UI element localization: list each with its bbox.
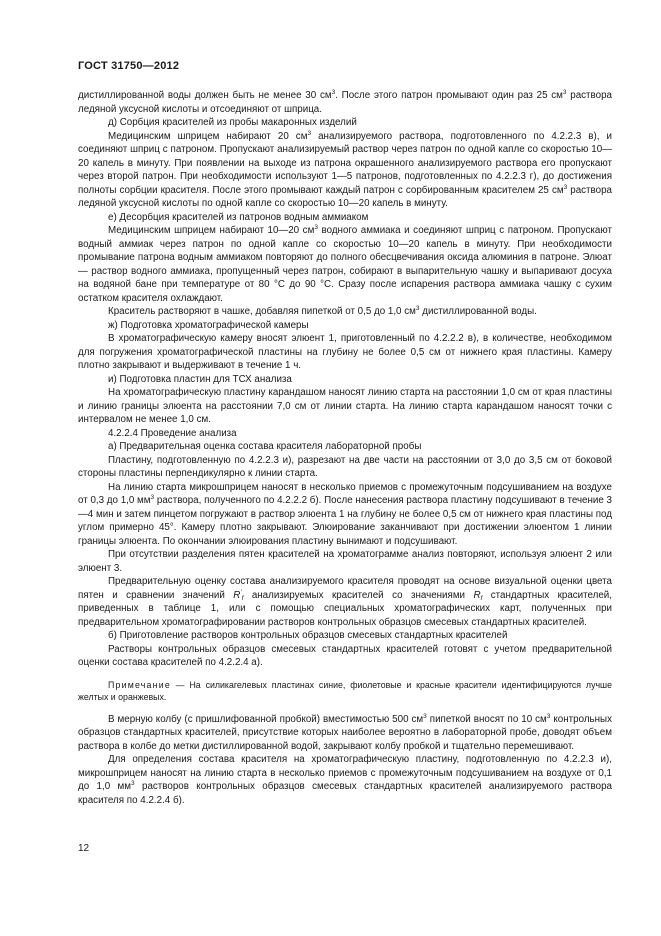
- subsection-heading: д) Сорбция красителей из пробы макаронных изделий: [108, 117, 357, 128]
- paragraph: Предварительную оценку состава анализируемого красителя проводят на основе визуальной оценки цвета пятен и сравнении значений $R'_f$ анализируемых красителей со значениями $R_f$ стандартных красителей, приведенных в таблице 1, или с помощью специальных хроматографических карт, полученных при предварительном хроматографировании растворов контрольных образцов смесевых стандартных красителей.: [78, 576, 612, 628]
- paragraph: дистиллированной воды должен быть не менее 30 $см^3$. После этого патрон промывают один раз 25 $см^3$ раствора ледяной уксусной кислоты и отсоединяют от шприца.: [78, 89, 612, 115]
- page-number: 12: [78, 843, 90, 854]
- subsection-heading: и) Подготовка пластин для ТСХ анализа: [108, 373, 292, 385]
- section-heading: 4.2.2.4 Проведение анализа: [108, 427, 237, 439]
- paragraph: Для определения состава красителя на хроматографическую пластину, подготовленную по 4.2.2.3 и), микрошприцем наносят на линию старта в несколько приемов с промежуточным подсушиванием на воздухе от 0,1 до 1,0 $мм^3$ растворов контрольных образцов смесевых стандартных красителей анализируемого раствора красителя по 4.2.2.4 б).: [78, 754, 612, 806]
- paragraph: Растворы контрольных образцов смесевых стандартных красителей готовят с учетом предварительной оценки состава красителей по 4.2.2.4 а).: [78, 643, 612, 668]
- subsection-heading: ж) Подготовка хроматографической камеры: [108, 319, 309, 331]
- subsection-heading: а) Предварительная оценка состава красителя лабораторной пробы: [108, 441, 422, 452]
- note-label: Примечание: [108, 679, 171, 690]
- document-header: ГОСТ 31750—2012: [78, 60, 180, 72]
- paragraph: Медицинским шприцем набирают 10—20 $см^3$ водного аммиака и соединяют шприц с патроном. Пропускают водный аммиак через патрон по одной капле со скоростью 10—20 капель в минуту. При необходимости промывание патрона водным аммиаком повторяют до полного обесцвечивания оксида алюминия в патроне. Элюат — раствор водного аммиака, пропущенный через патрон, собирают в выпарительную чашку и выпаривают досуха на водяной бане при температуре от 80 °С до 90 °С. Сразу после испарения раствора аммиака чашку с сухим остатком красителя охлаждают.: [78, 224, 613, 304]
- paragraph: Медицинским шприцем набирают 20 $см^3$ анализируемого раствора, подготовленного по 4.2.2.3 в), и соединяют шприц с патроном. Пропускают анализируемый раствор через патрон по одной капле со скоростью 10—20 капель в минуту. При появлении на выходе из патрона окрашенного анализируемого раствора его пропускают через второй патрон. При необходимости используют 1—5 патронов, подготовленных по 4.2.2.3 г), до достижения полноты сорбции красителя. После этого промывают каждый патрон с сорбированным красителем 25 $см^3$ раствора ледяной уксусной кислоты по одной капле со скоростью 10—20 капель в минуту.: [78, 129, 612, 209]
- page-body: [78, 89, 612, 807]
- paragraph: Краситель растворяют в чашке, добавляя пипеткой от 0,5 до 1,0 $см^3$ дистиллированной воды.: [108, 305, 537, 317]
- paragraph: В мерную колбу (с пришлифованной пробкой) вместимостью 500 $см^3$ пипеткой вносят по 10 $см^3$ контрольных образцов стандартных красителей, присутствие которых наиболее вероятно в лабораторной пробе, доводят объем раствора в колбе до метки дистиллированной водой, закрывают колбу пробкой и тщательно перемешивают.: [78, 712, 612, 752]
- paragraph: Пластину, подготовленную по 4.2.2.3 и), разрезают на две части на расстоянии от 3,0 до 3,5 см от боковой стороны пластины перпендикулярно к линии старта.: [78, 454, 612, 479]
- subsection-heading: б) Приготовление растворов контрольных образцов смесевых стандартных красителей: [108, 630, 508, 641]
- paragraph: На линию старта микрошприцем наносят в несколько приемов с промежуточным подсушиванием на воздухе от 0,3 до 1,0 $мм^3$ раствора, полученного по 4.2.2.2 б). После нанесения раствора пластину подсушивают в течение 3—4 мин и затем пинцетом погружают в раствор элюента 1 на глубину не более 0,5 см от нижнего края пластины под углом примерно 45°. Камеру плотно закрывают. Элюирование заканчивают при достижении элюентом 1 линии границы элюента. По окончании элюирования пластину вынимают и подсушивают.: [78, 481, 613, 547]
- rf-symbol: $R_f$: [473, 589, 483, 602]
- paragraph: В хроматографическую камеру вносят элюент 1, приготовленный по 4.2.2.2 в), в количестве, необходимом для погружения хроматографической пластины на глубину не более 0,5 см от нижнего края пластины. Камеру плотно закрывают и выдерживают в течение 1 ч.: [78, 333, 612, 371]
- rf-symbol: $R'_f$: [233, 588, 244, 602]
- subsection-heading: е) Десорбция красителей из патронов водным аммиаком: [108, 211, 369, 223]
- note: Примечание — На силикагелевых пластинах синие, фиолетовые и красные красители идентифицируются лучше желтых и оранжевых.: [78, 679, 612, 702]
- paragraph: На хроматографическую пластину карандашом наносят линию старта на расстоянии 1,0 см от края пластины и линию границы элюента на расстоянии 7,0 см от линии старта. На линию старта карандашом наносят точки с интервалом не менее 1,0 см.: [78, 387, 612, 425]
- paragraph: При отсутствии разделения пятен красителей на хроматограмме анализ повторяют, используя элюент 2 или элюент 3.: [78, 549, 612, 574]
